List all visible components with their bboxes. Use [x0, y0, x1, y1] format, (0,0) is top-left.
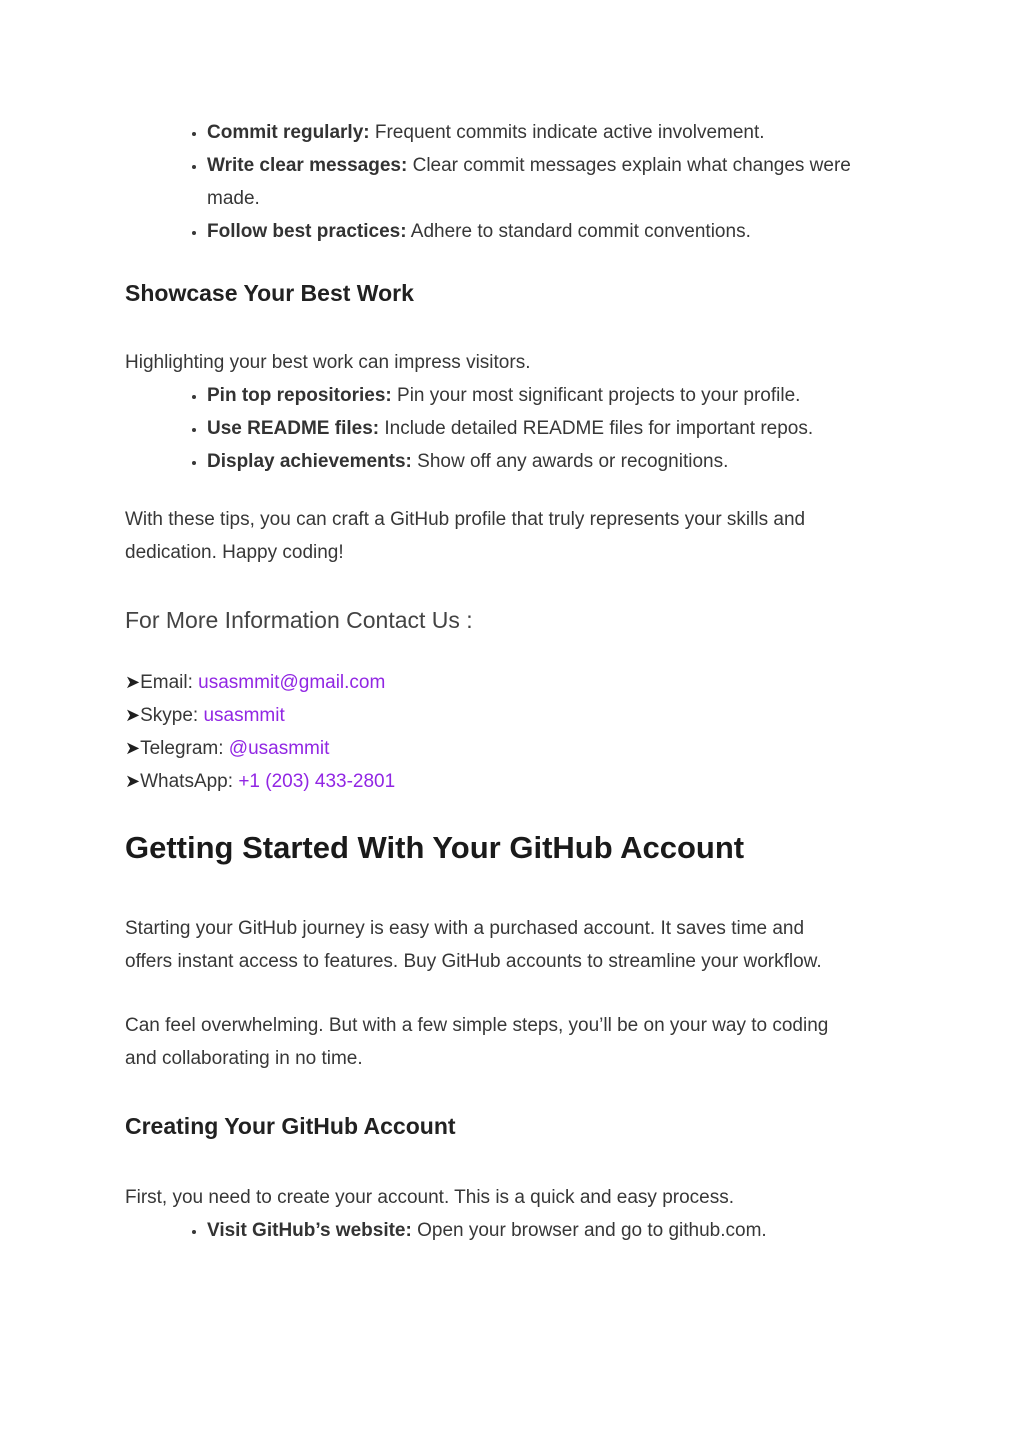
bullet-text: Show off any awards or recognitions. — [411, 451, 729, 472]
whatsapp-link[interactable]: +1 (203) 433-2801 — [238, 771, 396, 792]
contact-label: Skype: — [140, 705, 204, 726]
contact-block — [125, 666, 900, 798]
showcase-intro: Highlighting your best work can impress visitors. — [125, 352, 531, 373]
list-item — [207, 445, 900, 478]
paragraph-line: offers instant access to features. Buy GitHub accounts to streamline your workflow. — [125, 951, 822, 972]
list-item — [207, 412, 900, 445]
bullet-lead: Write clear messages: — [207, 155, 408, 176]
getting-started-paragraph-2 — [125, 1009, 900, 1075]
paragraph-line: Starting your GitHub journey is easy with a purchased account. It saves time and — [125, 918, 805, 939]
bullet-lead: Display achievements: — [207, 451, 412, 472]
bullet-text: Open your browser and go to github.com. — [411, 1220, 767, 1241]
telegram-link[interactable]: @usasmmit — [228, 738, 330, 759]
bullet-lead: Visit GitHub’s website: — [207, 1220, 412, 1241]
closing-paragraph — [125, 503, 900, 569]
getting-started-paragraph-1 — [125, 912, 900, 978]
contact-label: Telegram: — [140, 738, 229, 759]
paragraph-line: and collaborating in no time. — [125, 1048, 363, 1069]
contact-line-email — [125, 666, 900, 699]
arrowhead-icon: ➤ — [125, 672, 141, 692]
contact-line-skype — [125, 699, 900, 732]
bullet-text: Include detailed README files for important repos. — [379, 418, 814, 439]
bullet-text: Adhere to standard commit conventions. — [406, 221, 751, 242]
contact-heading: For More Information Contact Us : — [125, 607, 473, 633]
arrowhead-icon: ➤ — [125, 771, 141, 791]
bullet-text: Frequent commits indicate active involvement. — [369, 122, 765, 143]
paragraph-line: With these tips, you can craft a GitHub profile that truly represents your skills and — [125, 509, 806, 530]
creating-account-intro: First, you need to create your account. This is a quick and easy process. — [125, 1187, 735, 1208]
creating-account-heading: Creating Your GitHub Account — [125, 1113, 456, 1139]
arrowhead-icon: ➤ — [125, 705, 141, 725]
contact-label: Email: — [140, 672, 199, 693]
commit-tips-list — [125, 116, 900, 248]
list-item — [207, 149, 900, 215]
creating-account-list — [125, 1214, 900, 1247]
bullet-lead: Pin top repositories: — [207, 385, 392, 406]
email-link[interactable]: usasmmit@gmail.com — [198, 672, 386, 693]
contact-label: WhatsApp: — [140, 771, 239, 792]
skype-link[interactable]: usasmmit — [203, 705, 285, 726]
bullet-text: Clear commit messages explain what changes were — [407, 155, 851, 176]
contact-line-whatsapp — [125, 765, 900, 798]
bullet-text-continued: made. — [207, 188, 260, 209]
paragraph-line: dedication. Happy coding! — [125, 542, 344, 563]
paragraph-line: Can feel overwhelming. But with a few simple steps, you’ll be on your way to coding — [125, 1015, 829, 1036]
list-item — [207, 215, 900, 248]
showcase-tips-list — [125, 379, 900, 478]
arrowhead-icon: ➤ — [125, 738, 141, 758]
contact-line-telegram — [125, 732, 900, 765]
bullet-text: Pin your most significant projects to your profile. — [391, 385, 801, 406]
list-item — [207, 379, 900, 412]
list-item — [207, 1214, 900, 1247]
getting-started-heading: Getting Started With Your GitHub Account — [125, 830, 745, 865]
list-item — [207, 116, 900, 149]
bullet-lead: Follow best practices: — [207, 221, 407, 242]
bullet-lead: Use README files: — [207, 418, 380, 439]
bullet-lead: Commit regularly: — [207, 122, 370, 143]
showcase-heading: Showcase Your Best Work — [125, 280, 414, 306]
